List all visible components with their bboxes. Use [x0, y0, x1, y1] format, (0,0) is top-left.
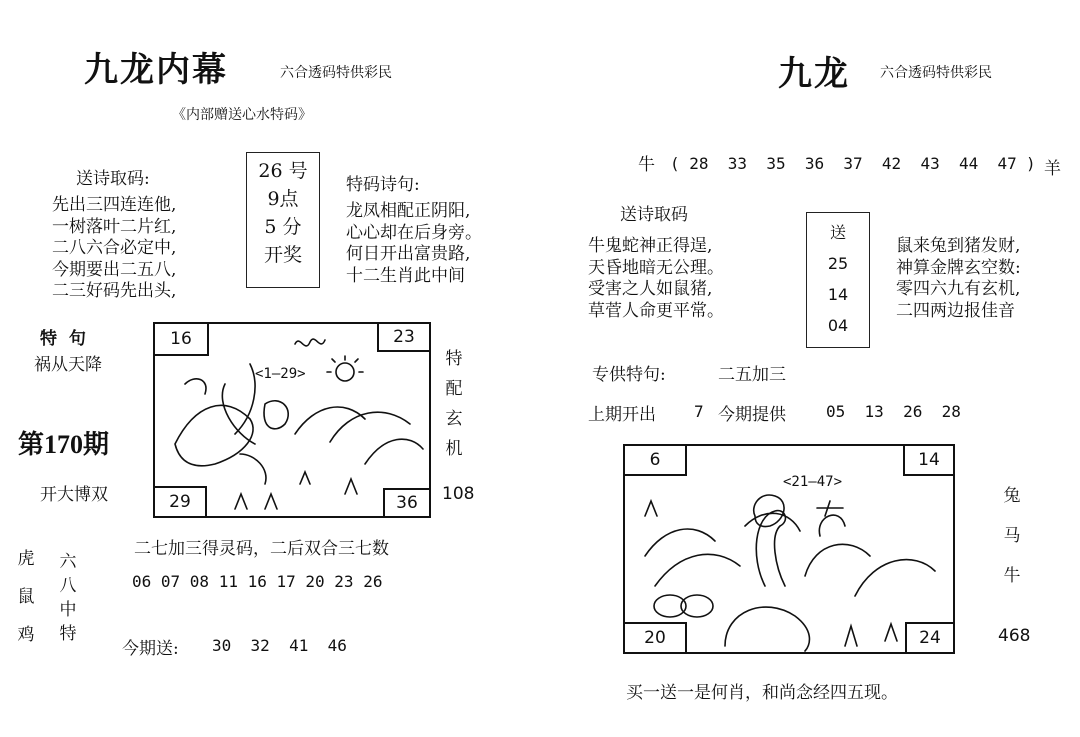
- left-poem-line: 一树落叶二片红,: [52, 216, 177, 237]
- corner-top-right: 23: [377, 322, 431, 352]
- corner-bottom-left: 20: [623, 622, 687, 654]
- special-text: 祸从天降: [34, 355, 102, 375]
- right-poem-line: 二四两边报佳音: [896, 300, 1015, 321]
- hint-text: 二七加三得灵码，二后双合三七数: [134, 539, 389, 559]
- right-poem-left: [588, 236, 724, 322]
- send-label: 今期送:: [122, 639, 179, 659]
- right-poem-right: [896, 236, 1021, 322]
- right-poem-line: 神算金牌玄空数:: [896, 257, 1021, 278]
- time-box: [246, 152, 320, 288]
- right-poem-line: 受害之人如鼠猪,: [588, 279, 713, 299]
- right-poem-head: 送诗取码: [620, 205, 688, 225]
- right-poem-line: 草菅人命更平常。: [588, 300, 724, 321]
- send-box-title: 送: [829, 223, 846, 242]
- left-picture: [153, 322, 431, 518]
- corner-top-left: 6: [623, 444, 687, 476]
- left-poem-line: 二三好码先出头,: [52, 281, 177, 301]
- zodiac-rat: 鼠: [17, 587, 35, 607]
- last-draw-label: 上期开出: [588, 405, 656, 425]
- right-title: 九龙: [778, 54, 850, 94]
- tema-line: 十二生肖此中间: [346, 265, 465, 286]
- ox-numbers: ( 28 33 35 36 37 42 43 44 47: [670, 154, 1017, 173]
- left-poem-line: 二八六合必定中,: [52, 238, 177, 258]
- side-vertical-text: 特配玄机: [445, 349, 463, 459]
- time-minute: 5 分: [264, 216, 302, 238]
- tema-head: 特码诗句:: [346, 175, 420, 195]
- zodiac-tiger: 虎: [17, 549, 35, 569]
- open-text: 开大博双: [40, 485, 108, 505]
- right-poem-line: 牛鬼蛇神正得逞,: [588, 236, 713, 256]
- left-poem-line: 先出三四连连他,: [52, 195, 177, 215]
- issue-number: 第170期: [18, 430, 110, 459]
- corner-bottom-right: 24: [905, 622, 955, 654]
- left-title: 九龙内幕: [84, 50, 228, 90]
- tema-line: 心心却在后身旁。: [346, 222, 482, 243]
- tema-line: 龙凤相配正阴阳,: [346, 201, 471, 221]
- this-draw-label: 今期提供: [718, 405, 786, 425]
- special-head: 特 句: [40, 329, 86, 349]
- right-special-text: 二五加三: [718, 365, 786, 385]
- time-hour: 9点: [267, 188, 299, 210]
- left-gift-note: 《内部赠送心水特码》: [172, 107, 312, 123]
- right-picture-label: <21—47>: [783, 474, 843, 490]
- left-subtitle: 六合透码特供彩民: [280, 65, 392, 81]
- send-box: [806, 212, 870, 348]
- tema-poem: [346, 201, 482, 287]
- zodiac-ox: 牛: [1003, 566, 1021, 586]
- corner-bottom-right: 36: [383, 488, 431, 518]
- left-poem-line: 今期要出二五八,: [52, 259, 177, 280]
- sheep-label: 羊: [1044, 159, 1061, 179]
- corner-bottom-left: 29: [153, 486, 207, 518]
- send-box-number: 25: [827, 254, 849, 273]
- tema-line: 何日开出富贵路,: [346, 244, 471, 264]
- right-picture: [623, 444, 955, 654]
- right-special-label: 专供特句:: [592, 365, 666, 385]
- zodiac-rooster: 鸡: [17, 625, 35, 645]
- this-draw-numbers: 05 13 26 28: [826, 402, 961, 421]
- zodiac-column: [16, 540, 36, 654]
- left-side-number: 108: [442, 484, 475, 504]
- zodiac-horse: 马: [1003, 526, 1021, 546]
- time-draw: 开奖: [263, 244, 302, 266]
- right-poem-line: 鼠来兔到猪发财,: [896, 236, 1021, 256]
- zodiac-rabbit: 兔: [1003, 486, 1021, 506]
- right-side-number: 468: [998, 626, 1031, 646]
- number-list: 06 07 08 11 16 17 20 23 26: [132, 572, 383, 591]
- right-poem-line: 零四六九有玄机,: [896, 279, 1021, 299]
- corner-top-left: 16: [153, 322, 209, 356]
- send-box-number: 14: [827, 285, 849, 304]
- six-eight-vertical: 六八中特: [59, 552, 77, 644]
- right-poem-line: 天昏地暗无公理。: [588, 257, 724, 278]
- send-numbers: 30 32 41 46: [212, 636, 347, 655]
- last-draw-number: 7: [694, 402, 704, 421]
- left-poem: [52, 195, 176, 303]
- corner-top-right: 14: [903, 444, 955, 476]
- right-zodiac-column: [1002, 476, 1022, 596]
- right-subtitle: 六合透码特供彩民: [880, 65, 992, 81]
- time-date: 26 号: [258, 160, 308, 182]
- left-picture-label: <1—29>: [255, 366, 306, 382]
- ox-close: ): [1026, 154, 1036, 173]
- ox-label: 牛: [638, 155, 655, 175]
- send-box-number: 04: [827, 316, 849, 335]
- left-poem-head: 送诗取码:: [76, 169, 150, 189]
- footer-text: 买一送一是何肖，和尚念经四五现。: [626, 683, 898, 703]
